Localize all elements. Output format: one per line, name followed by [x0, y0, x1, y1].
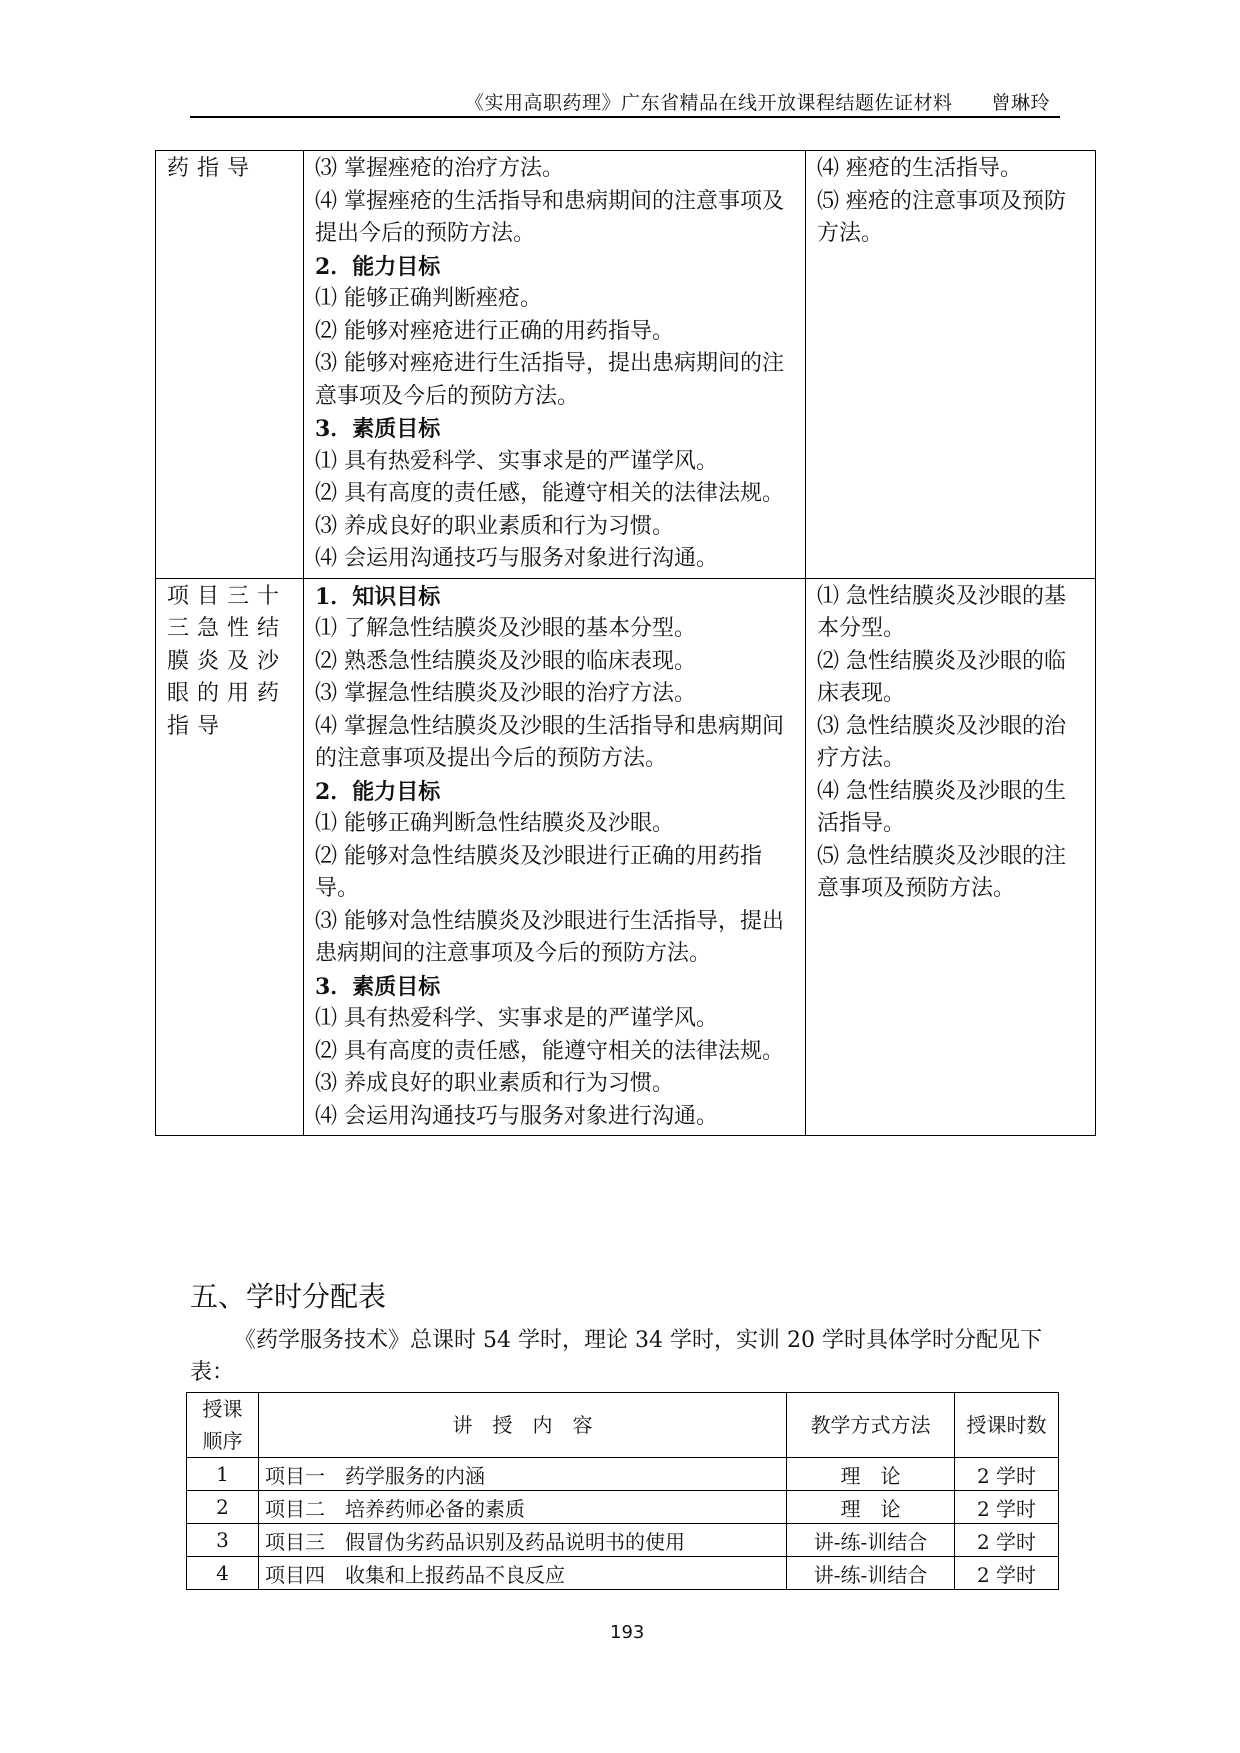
table-row	[187, 1458, 1059, 1491]
hours-table	[186, 1392, 1059, 1590]
page-header	[190, 88, 1060, 118]
table-row	[187, 1557, 1059, 1590]
header-order: 授课顺序	[187, 1393, 259, 1458]
goal-item: ⑵ 能够对急性结膜炎及沙眼进行正确的用药指导。	[315, 843, 762, 901]
goal-item: ⑶ 掌握急性结膜炎及沙眼的治疗方法。	[315, 681, 696, 706]
key-point-item: ⑶ 急性结膜炎及沙眼的治疗方法。	[817, 713, 1066, 771]
goal-heading: 1．知识目标	[315, 583, 441, 610]
page-number: 193	[610, 1622, 645, 1643]
project-name-cell: 项目三十三急性结膜炎及沙眼的用药指导	[156, 578, 304, 1136]
goal-item: ⑴ 了解急性结膜炎及沙眼的基本分型。	[315, 616, 696, 641]
key-point-item: ⑴ 急性结膜炎及沙眼的基本分型。	[817, 583, 1066, 641]
header-content: 讲 授 内 容	[259, 1393, 787, 1458]
method-cell: 讲-练-训结合	[787, 1557, 955, 1590]
table-row	[156, 151, 1096, 579]
header-text: 《实用高职药理》广东省精品在线开放课程结题佐证材料 曾琳玲	[464, 92, 1050, 114]
order-cell: 2	[187, 1491, 259, 1524]
content-cell: 项目三 假冒伪劣药品识别及药品说明书的使用	[259, 1524, 787, 1557]
goal-item: ⑵ 能够对痤疮进行正确的用药指导。	[315, 318, 674, 344]
goal-heading: 3．素质目标	[315, 416, 441, 442]
method-cell: 理 论	[787, 1491, 955, 1524]
header-method: 教学方式方法	[787, 1393, 955, 1458]
goal-item: ⑴ 能够正确判断急性结膜炎及沙眼。	[315, 811, 674, 836]
goal-item: ⑶ 养成良好的职业素质和行为习惯。	[315, 1071, 674, 1096]
table-row	[156, 578, 1096, 1136]
hours-cell: 2 学时	[955, 1524, 1059, 1557]
goal-item: ⑷ 掌握痤疮的生活指导和患病期间的注意事项及提出今后的预防方法。	[315, 188, 784, 246]
content-cell: 项目一 药学服务的内涵	[259, 1458, 787, 1491]
goal-item: ⑷ 掌握急性结膜炎及沙眼的生活指导和患病期间的注意事项及提出今后的预防方法。	[315, 713, 784, 771]
goal-item: ⑶ 养成良好的职业素质和行为习惯。	[315, 513, 674, 539]
hours-cell: 2 学时	[955, 1458, 1059, 1491]
method-cell: 讲-练-训结合	[787, 1524, 955, 1557]
goal-item: ⑵ 熟悉急性结膜炎及沙眼的临床表现。	[315, 648, 696, 674]
method-cell: 理 论	[787, 1458, 955, 1491]
key-point-item: ⑵ 急性结膜炎及沙眼的临床表现。	[817, 648, 1066, 706]
section-paragraph: 《药学服务技术》总课时 54 学时，理论 34 学时，实训 20 学时具体学时分配见下表：	[190, 1328, 1042, 1385]
goal-heading: 3．素质目标	[315, 973, 441, 1000]
hours-table-body	[187, 1458, 1059, 1590]
goal-item: ⑴ 能够正确判断痤疮。	[315, 286, 542, 311]
goal-item: ⑶ 能够对痤疮进行生活指导，提出患病期间的注意事项及今后的预防方法。	[315, 351, 784, 409]
section-title: 五、学时分配表	[190, 1280, 387, 1313]
goal-item: ⑶ 掌握痤疮的治疗方法。	[315, 156, 564, 181]
key-points-cell	[806, 578, 1096, 1136]
table-row	[187, 1491, 1059, 1524]
key-point-item: ⑷ 痤疮的生活指导。	[817, 156, 1022, 181]
key-points-cell	[806, 151, 1096, 579]
goal-item: ⑶ 能够对急性结膜炎及沙眼进行生活指导，提出患病期间的注意事项及今后的预防方法。	[315, 908, 784, 966]
key-point-item: ⑸ 急性结膜炎及沙眼的注意事项及预防方法。	[817, 843, 1066, 901]
goal-item: ⑵ 具有高度的责任感，能遵守相关的法律法规。	[315, 481, 784, 506]
goal-item: ⑷ 会运用沟通技巧与服务对象进行沟通。	[315, 546, 718, 571]
order-cell: 1	[187, 1458, 259, 1491]
goal-item: ⑵ 具有高度的责任感，能遵守相关的法律法规。	[315, 1038, 784, 1064]
order-cell: 4	[187, 1557, 259, 1590]
goal-item: ⑴ 具有热爱科学、实事求是的严谨学风。	[315, 1006, 718, 1031]
goal-item: ⑴ 具有热爱科学、实事求是的严谨学风。	[315, 448, 718, 474]
goals-cell	[304, 151, 806, 579]
objectives-table-body	[156, 151, 1096, 1136]
goals-cell	[304, 578, 806, 1136]
goal-item: ⑷ 会运用沟通技巧与服务对象进行沟通。	[315, 1103, 718, 1129]
order-cell: 3	[187, 1524, 259, 1557]
key-point-item: ⑷ 急性结膜炎及沙眼的生活指导。	[817, 778, 1066, 836]
content-cell: 项目四 收集和上报药品不良反应	[259, 1557, 787, 1590]
hours-table-header-row	[187, 1393, 1059, 1458]
goal-heading: 2．能力目标	[315, 253, 441, 280]
header-hours: 授课时数	[955, 1393, 1059, 1458]
goal-heading: 2．能力目标	[315, 778, 441, 805]
content-cell: 项目二 培养药师必备的素质	[259, 1491, 787, 1524]
project-name-cell: 药指导	[156, 151, 304, 579]
hours-cell: 2 学时	[955, 1491, 1059, 1524]
key-point-item: ⑸ 痤疮的注意事项及预防方法。	[817, 188, 1066, 246]
objectives-table	[155, 150, 1096, 1136]
hours-cell: 2 学时	[955, 1557, 1059, 1590]
table-row	[187, 1524, 1059, 1557]
